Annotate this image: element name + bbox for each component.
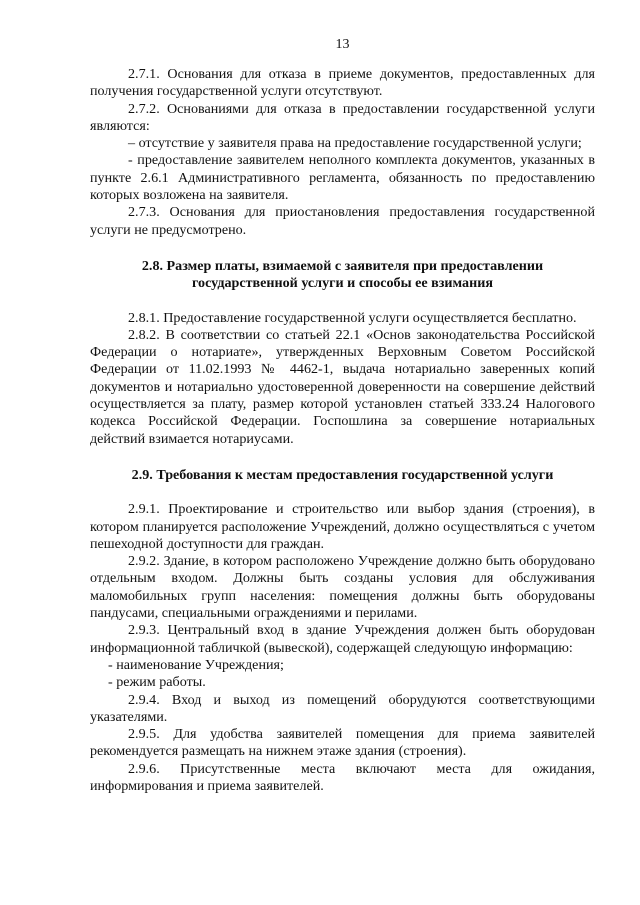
paragraph-2-7-2: 2.7.2. Основаниями для отказа в предоставлении государственной услуги являются: xyxy=(90,100,595,134)
list-item: - режим работы. xyxy=(108,674,206,691)
document-body xyxy=(90,66,595,795)
paragraph-2-8-2: 2.8.2. В соответствии со статьей 22.1 «Основ законодательства Российской Федерации о нотариате», утвержденных Верховным Советом Российской Федерации от 11.02.1993 № 4462-1, выдача нотариально заверенных копий документов и нотариально удостоверенной доверенности на совершение действий осуществляется за плату, размер которой установлен статьей 333.24 Налогового кодекса Российской Федерации. Госпошлина за совершение нотариальных действий взимается нотариусами. xyxy=(90,326,595,447)
section-2-8 xyxy=(90,258,595,448)
paragraph-2-7-1: 2.7.1. Основания для отказа в приеме документов, предоставленных для получения государственной услуги отсутствуют. xyxy=(90,66,595,100)
paragraph-2-9-5: 2.9.5. Для удобства заявителей помещения для приема заявителей рекомендуется размещать на нижнем этаже здания (строения). xyxy=(90,726,595,760)
paragraph-2-9-3: 2.9.3. Центральный вход в здание Учреждения должен быть оборудован информационной табличкой (вывеской), содержащей следующую информацию: xyxy=(90,622,595,656)
section-2-7 xyxy=(90,66,595,239)
paragraph-2-9-1: 2.9.1. Проектирование и строительство или выбор здания (строения), в котором планируется расположение Учреждений, должно осуществляться с учетом пешеходной доступности для граждан. xyxy=(90,501,595,552)
section-heading-2-8: 2.8. Размер платы, взимаемой с заявителя при предоставлении государственной услуги и способы ее взимания xyxy=(141,257,544,292)
paragraph-2-7-3: 2.7.3. Основания для приостановления предоставления государственной услуги не предусмотрено. xyxy=(90,204,595,238)
paragraph-2-9-6: 2.9.6. Присутственные места включают места для ожидания, информирования и приема заявителей. xyxy=(90,760,595,794)
paragraph-2-7-2-item-2: - предоставление заявителем неполного комплекта документов, указанных в пункте 2.6.1 Административного регламента, обязанность по предоставлению которых возложена на заявителя. xyxy=(90,152,595,204)
paragraph-2-9-4: 2.9.4. Вход и выход из помещений оборудуются соответствующими указателями. xyxy=(90,691,595,725)
section-heading-2-9: 2.9. Требования к местам предоставления государственной услуги xyxy=(131,466,554,483)
paragraph-2-8-1: 2.8.1. Предоставление государственной услуги осуществляется бесплатно. xyxy=(128,309,577,326)
paragraph-2-7-2-item-1: – отсутствие у заявителя права на предоставление государственной услуги; xyxy=(128,135,582,152)
paragraph-2-9-2: 2.9.2. Здание, в котором расположено Учреждение должно быть оборудовано отдельным входом. Должны быть созданы условия для обслуживания маломобильных групп населения: помещения должны быть оборудованы пандусами, специальными ограждениями и перилами. xyxy=(90,553,595,622)
section-2-9 xyxy=(90,467,595,795)
list-item: - наименование Учреждения; xyxy=(108,656,284,673)
page-number: 13 xyxy=(335,37,350,52)
